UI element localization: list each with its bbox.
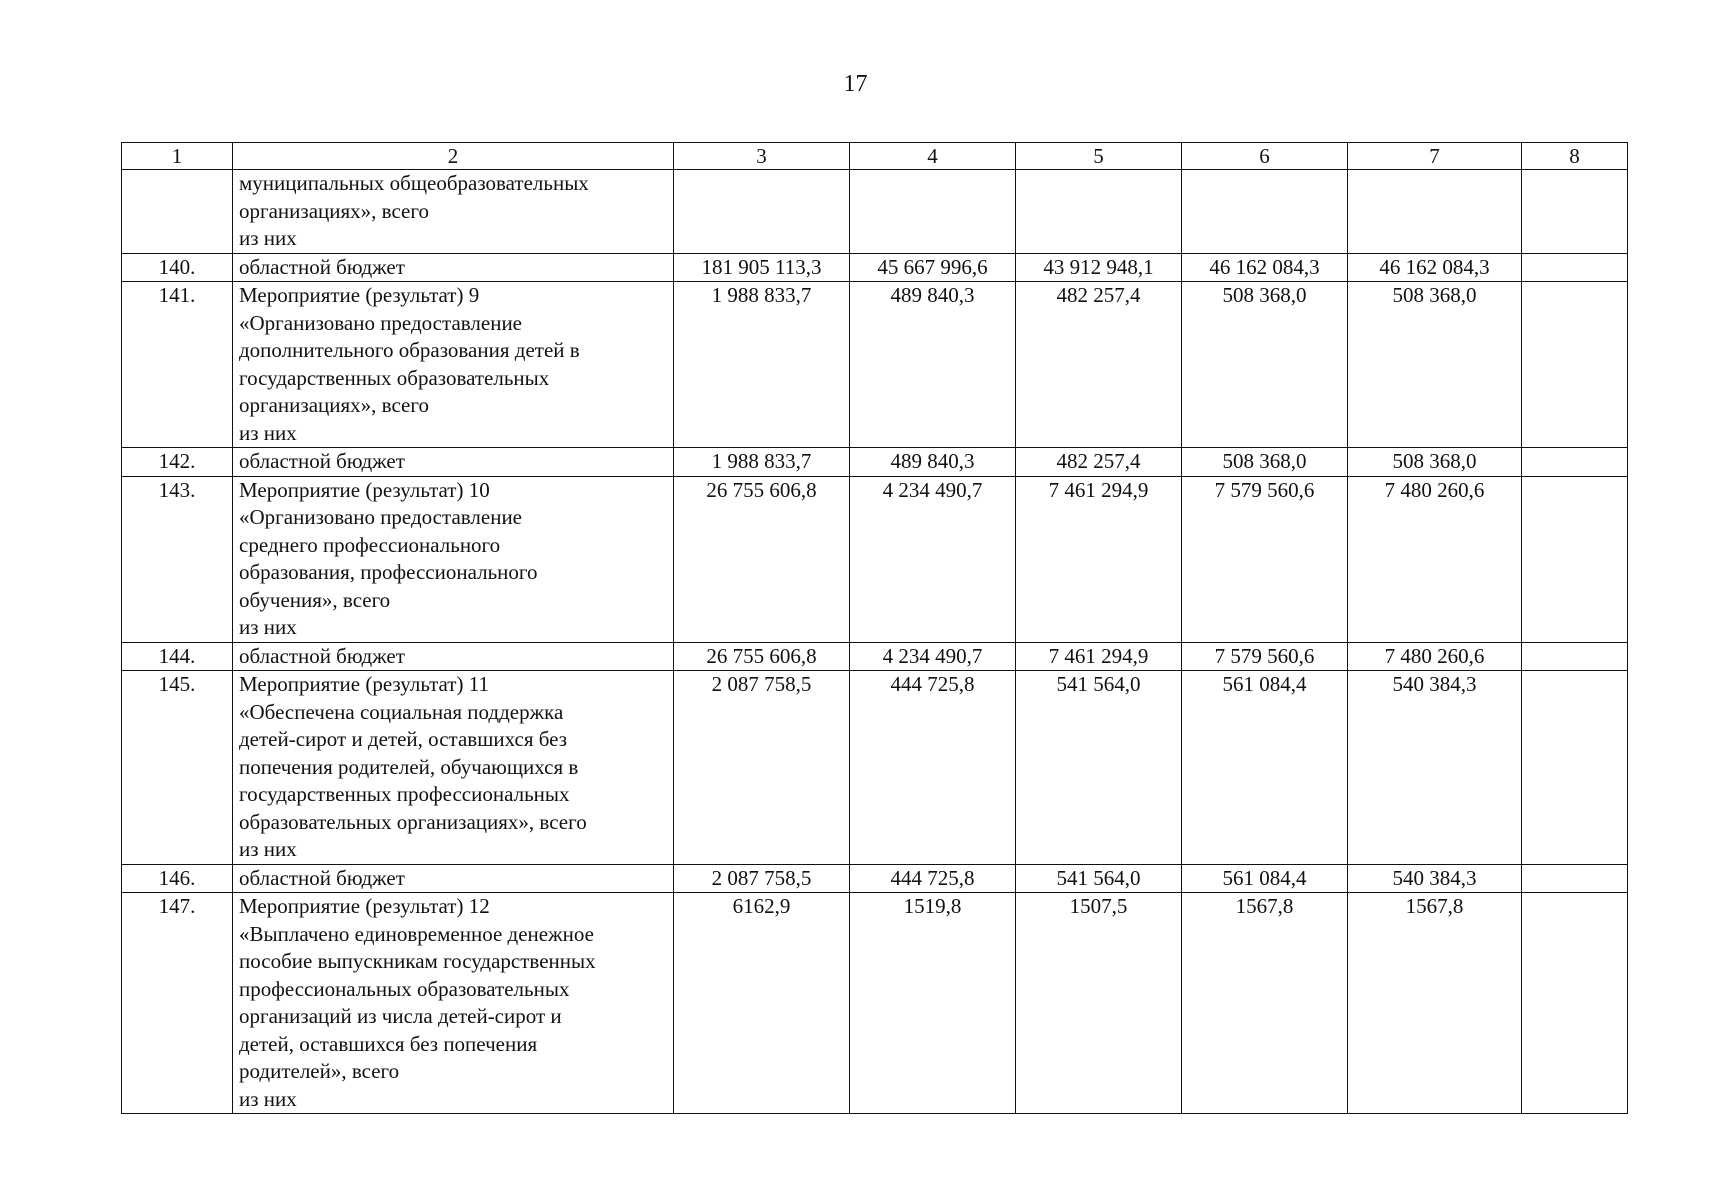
value-col-3 [674,170,850,254]
description-line: дополнительного образования детей в [239,338,580,362]
column-header-8: 8 [1522,143,1628,170]
value-col-7: 1567,8 [1348,893,1522,1114]
table-row [122,893,1628,1114]
column-header-1: 1 [122,143,233,170]
column-header-5: 5 [1016,143,1182,170]
value-col-6: 1567,8 [1182,893,1348,1114]
value-col-3: 2 087 758,5 [674,864,850,893]
value-col-5: 7 461 294,9 [1016,476,1182,642]
value-col-7: 540 384,3 [1348,864,1522,893]
description-line: из них [239,1086,297,1111]
value-col-7: 540 384,3 [1348,671,1522,865]
value-col-6 [1182,170,1348,254]
value-col-6: 7 579 560,6 [1182,476,1348,642]
value-col-5: 482 257,4 [1016,282,1182,448]
description-line: профессиональных образовательных [239,976,570,1001]
value-col-8 [1522,282,1628,448]
row-number: 144. [122,642,233,671]
description-line: Мероприятие (результат) 9 [239,283,480,307]
value-col-8 [1522,476,1628,642]
row-number: 141. [122,282,233,448]
row-number: 145. [122,671,233,865]
column-header-7: 7 [1348,143,1522,170]
value-col-5: 7 461 294,9 [1016,642,1182,671]
value-col-4: 4 234 490,7 [850,476,1016,642]
value-col-4 [850,170,1016,254]
value-col-8 [1522,642,1628,671]
description-line: из них [239,837,297,861]
description-line: Мероприятие (результат) 12 [239,894,490,918]
value-col-4: 489 840,3 [850,448,1016,477]
description-line: «Организовано предоставление [239,310,522,335]
row-number: 143. [122,476,233,642]
description-line: «Выплачено единовременное денежное [239,921,594,946]
column-header-2: 2 [233,143,674,170]
table-body [122,170,1628,1114]
column-header-6: 6 [1182,143,1348,170]
description-line: детей-сирот и детей, оставшихся без [239,727,568,751]
row-number: 147. [122,893,233,1114]
value-col-5: 1507,5 [1016,893,1182,1114]
value-col-3: 1 988 833,7 [674,282,850,448]
description-line: из них [239,226,297,250]
value-col-5: 43 912 948,1 [1016,253,1182,282]
column-header-3: 3 [674,143,850,170]
description-line: областной бюджет [239,254,405,279]
value-col-5: 541 564,0 [1016,671,1182,865]
description-line: среднего профессионального [239,532,501,557]
value-col-4: 489 840,3 [850,282,1016,448]
description-line: образования, профессионального [239,560,538,584]
table-row [122,642,1628,671]
value-col-3: 26 755 606,8 [674,476,850,642]
value-col-8 [1522,893,1628,1114]
description-line: областной бюджет [239,449,405,473]
budget-table [121,142,1628,1114]
row-description [233,864,674,893]
description-line: муниципальных общеобразовательных [239,171,589,195]
description-line: Мероприятие (результат) 11 [239,672,489,696]
value-col-4: 4 234 490,7 [850,642,1016,671]
description-line: организациях», всего [239,198,429,223]
row-description [233,476,674,642]
value-col-4: 444 725,8 [850,864,1016,893]
table-row [122,671,1628,865]
column-header-row [122,143,1628,170]
value-col-3: 2 087 758,5 [674,671,850,865]
value-col-6: 508 368,0 [1182,448,1348,477]
description-line: областной бюджет [239,643,405,668]
value-col-6: 508 368,0 [1182,282,1348,448]
value-col-7: 508 368,0 [1348,448,1522,477]
value-col-3: 181 905 113,3 [674,253,850,282]
table-row [122,476,1628,642]
description-line: государственных профессиональных [239,782,570,806]
column-header-4: 4 [850,143,1016,170]
value-col-7: 7 480 260,6 [1348,642,1522,671]
value-col-6: 561 084,4 [1182,864,1348,893]
row-description [233,642,674,671]
value-col-4: 1519,8 [850,893,1016,1114]
description-line: образовательных организациях», всего [239,809,587,834]
row-number: 140. [122,253,233,282]
description-line: детей, оставшихся без попечения [239,1031,538,1056]
value-col-3: 26 755 606,8 [674,642,850,671]
description-line: организациях», всего [239,393,429,417]
value-col-7: 46 162 084,3 [1348,253,1522,282]
row-number: 146. [122,864,233,893]
description-line: из них [239,420,297,445]
table-row [122,864,1628,893]
row-description [233,170,674,254]
value-col-8 [1522,671,1628,865]
description-line: пособие выпускникам государственных [239,949,596,973]
value-col-5: 482 257,4 [1016,448,1182,477]
table-row [122,170,1628,254]
description-line: государственных образовательных [239,365,550,390]
value-col-3: 6162,9 [674,893,850,1114]
value-col-5 [1016,170,1182,254]
value-col-6: 7 579 560,6 [1182,642,1348,671]
value-col-6: 561 084,4 [1182,671,1348,865]
row-description [233,448,674,477]
description-line: «Обеспечена социальная поддержка [239,699,564,724]
value-col-5: 541 564,0 [1016,864,1182,893]
row-description [233,893,674,1114]
value-col-8 [1522,170,1628,254]
value-col-8 [1522,448,1628,477]
description-line: «Организовано предоставление [239,505,522,529]
row-description [233,282,674,448]
description-line: родителей», всего [239,1059,400,1083]
value-col-8 [1522,253,1628,282]
row-description [233,253,674,282]
value-col-8 [1522,864,1628,893]
table-row [122,253,1628,282]
row-description [233,671,674,865]
description-line: обучения», всего [239,587,391,612]
value-col-6: 46 162 084,3 [1182,253,1348,282]
value-col-4: 444 725,8 [850,671,1016,865]
description-line: из них [239,615,297,639]
value-col-7: 508 368,0 [1348,282,1522,448]
page-number: 17 [843,71,868,97]
description-line: Мероприятие (результат) 10 [239,477,490,502]
description-line: организаций из числа детей-сирот и [239,1004,562,1028]
description-line: областной бюджет [239,865,405,890]
row-number: 142. [122,448,233,477]
value-col-7: 7 480 260,6 [1348,476,1522,642]
value-col-3: 1 988 833,7 [674,448,850,477]
value-col-4: 45 667 996,6 [850,253,1016,282]
table-row [122,448,1628,477]
description-line: попечения родителей, обучающихся в [239,754,579,779]
table-row [122,282,1628,448]
row-number [122,170,233,254]
value-col-7 [1348,170,1522,254]
